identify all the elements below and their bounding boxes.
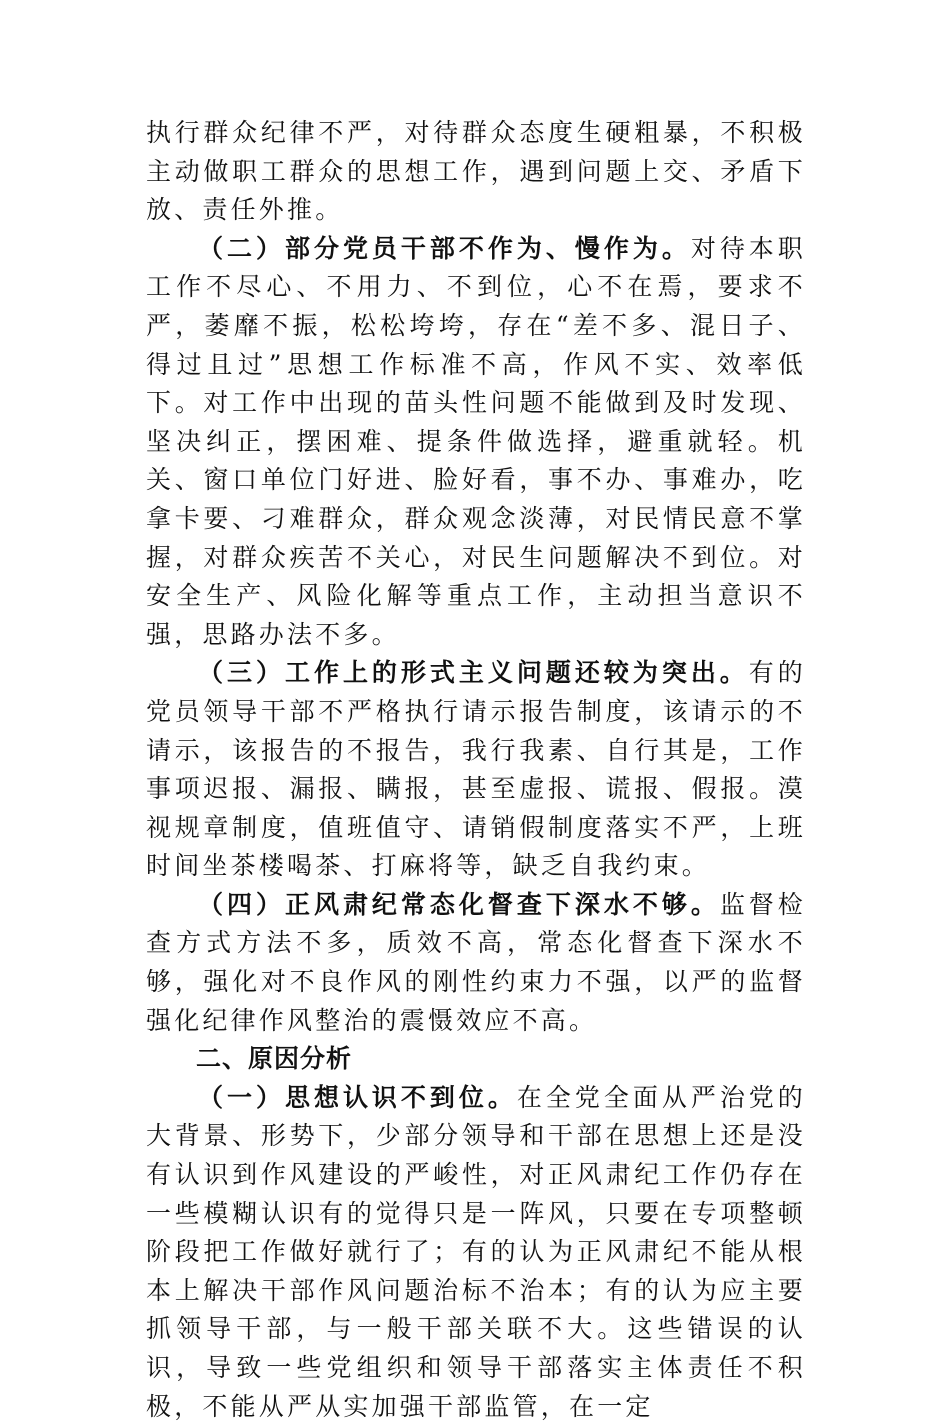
body-paragraph <box>146 1079 806 1426</box>
paragraph-text: 执行群众纪律不严，对待群众态度生硬粗暴，不积极主动做职工群众的思想工作，遇到问题上交、矛盾下放、责任外推。 <box>146 118 806 225</box>
paragraph-text: 在全党全面从严治党的大背景、形势下，少部分领导和干部在思想上还是没有认识到作风建设的严峻性，对正风肃纪工作仍存在一些模糊认识有的觉得只是一阵风，只要在专项整顿阶段把工作做好就行了；有的认为正风肃纪不能从根本上解决干部作风问题治标不治本；有的认为应主要抓领导干部，与一般干部关联不大。这些错误的认识，导致一些党组织和领导干部落实主体责任不积极，不能从严从实加强干部监管，在一定 <box>146 1082 806 1421</box>
paragraph-lead: （四）正风肃纪常态化督查下深水不够。 <box>198 889 720 919</box>
paragraph-text: 有的党员领导干部不严格执行请示报告制度，该请示的不请示，该报告的不报告，我行我素、自行其是，工作事项迟报、漏报、瞒报，甚至虚报、谎报、假报。漠视规章制度，值班值守、请销假制度落实不严，上班时间坐茶楼喝茶、打麻将等，缺乏自我约束。 <box>146 658 806 881</box>
paragraph-lead: （二）部分党员干部不作为、慢作为。 <box>198 233 691 263</box>
body-paragraph <box>146 114 806 230</box>
body-paragraph <box>146 886 806 1040</box>
paragraph-lead: （一）思想认识不到位。 <box>198 1082 517 1112</box>
paragraph-text: 对待本职工作不尽心、不用力、不到位，心不在焉，要求不严，萎靡不振，松松垮垮，存在“差不多、混日子、得过且过”思想工作标准不高，作风不实、效率低下。对工作中出现的苗头性问题不能做到及时发现、坚决纠正，摆困难、提条件做选择，避重就轻。机关、窗口单位门好进、脸好看，事不办、事难办，吃拿卡要、刁难群众，群众观念淡薄，对民情民意不掌握，对群众疾苦不关心，对民生问题解决不到位。对安全生产、风险化解等重点工作，主动担当意识不强，思路办法不多。 <box>146 233 806 649</box>
body-paragraph <box>146 654 806 886</box>
paragraph-text: 监督检查方式方法不多，质效不高，常态化督查下深水不够，强化对不良作风的刚性约束力不强，以严的监督强化纪律作风整治的震慑效应不高。 <box>146 889 806 1035</box>
paragraph-lead: （三）工作上的形式主义问题还较为突出。 <box>198 658 749 688</box>
document-page <box>146 114 806 1426</box>
section-heading: 二、原因分析 <box>196 1044 353 1074</box>
body-paragraph <box>146 230 806 655</box>
